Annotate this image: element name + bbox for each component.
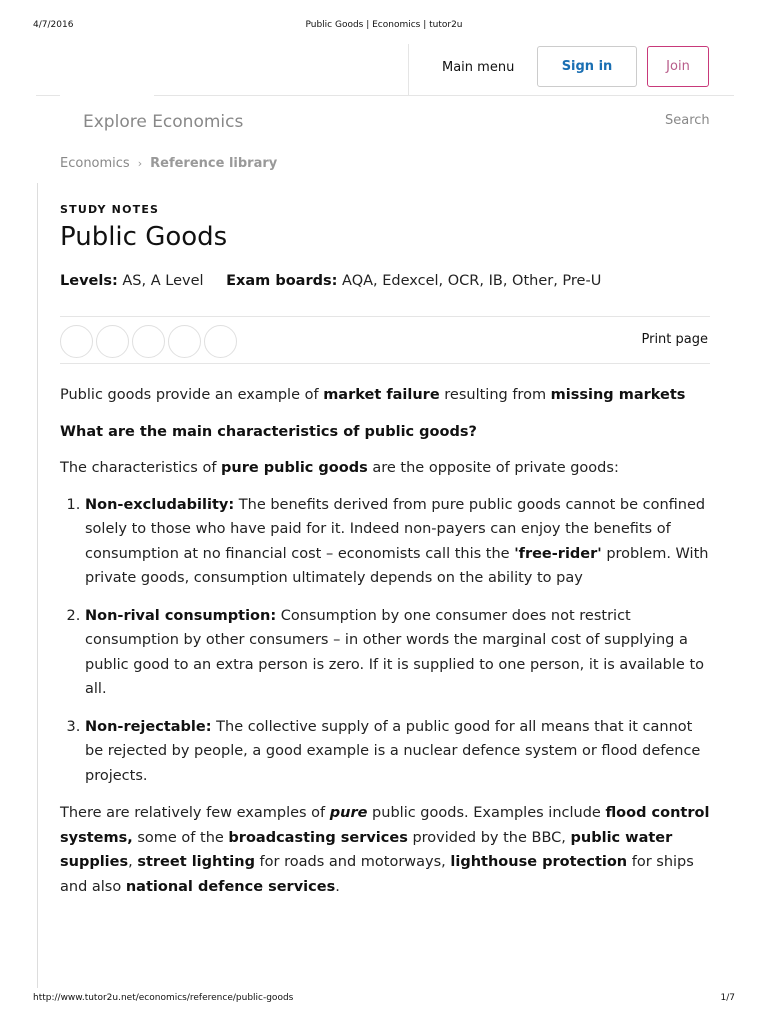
examples-text: There are relatively few examples of [60, 805, 330, 821]
print-url: http://www.tutor2u.net/economics/reference/public-goods [33, 993, 294, 1003]
nav-divider [408, 44, 409, 96]
share-icon-2[interactable] [96, 325, 129, 358]
list-item [85, 493, 710, 591]
market-failure-term: market failure [323, 387, 440, 403]
examples-text: some of the [132, 829, 229, 846]
chars-text: are the opposite of private goods: [367, 460, 619, 476]
levels-value: AS, A Level [122, 273, 204, 289]
study-notes-label: STUDY NOTES [60, 203, 160, 216]
pure-public-goods-term: pure public goods [221, 460, 368, 476]
characteristics-paragraph [60, 456, 710, 481]
pure-term: pure [329, 805, 368, 821]
list-text: The collective supply of a public good for all means that it cannot be rejected by people, a good example is a nuclear defence system or flood defence projects. [85, 718, 701, 784]
example-term: lighthouse protection [450, 854, 628, 870]
print-page-link[interactable]: Print page [641, 332, 708, 347]
list-term: Non-excludability: [85, 496, 235, 513]
print-page-number: 1/7 [720, 993, 735, 1003]
characteristics-list [60, 493, 710, 789]
main-menu-link[interactable]: Main menu [442, 60, 515, 75]
list-item [85, 715, 710, 789]
exam-boards-label: Exam boards: [226, 273, 338, 289]
levels-label: Levels: [60, 273, 118, 289]
examples-text: . [335, 878, 340, 895]
example-term: national defence services [125, 878, 336, 895]
chevron-right-icon: › [137, 157, 143, 170]
list-item [85, 604, 710, 702]
share-icon-4[interactable] [168, 325, 201, 358]
breadcrumb-reference-library[interactable]: Reference library [150, 156, 278, 171]
print-date: 4/7/2016 [33, 20, 74, 30]
examples-text: provided by the BBC, [407, 829, 571, 846]
intro-paragraph [60, 383, 710, 408]
join-button[interactable]: Join [647, 46, 709, 87]
list-text: problem. With private goods, consumption ultimately depends on the ability to pay [85, 545, 709, 586]
example-term: broadcasting services [228, 829, 408, 846]
article-body [60, 383, 710, 911]
search-link[interactable]: Search [665, 113, 710, 128]
print-header [0, 0, 768, 30]
list-term: Non-rejectable: [85, 718, 212, 735]
breadcrumb [60, 156, 277, 171]
free-rider-term: 'free-rider' [514, 545, 602, 562]
share-icon-1[interactable] [60, 325, 93, 358]
examples-text: public goods. Examples include [367, 805, 606, 821]
list-text: The benefits derived from pure public goods cannot be confined solely to those who have paid for it. Indeed non-payers can enjoy the benefits of consumption at no financial cost – economists call this the [85, 496, 706, 562]
page-title: Public Goods [60, 222, 228, 252]
intro-text: resulting from [439, 387, 551, 403]
article-meta [60, 273, 601, 289]
share-icon-3[interactable] [132, 325, 165, 358]
example-term: public water supplies [60, 829, 673, 870]
print-title: Public Goods | Economics | tutor2u [305, 20, 463, 30]
exam-boards-value: AQA, Edexcel, OCR, IB, Other, Pre-U [342, 273, 602, 289]
logo-area [60, 94, 154, 97]
list-term: Non-rival consumption: [85, 607, 277, 624]
explore-economics-link[interactable]: Explore Economics [83, 112, 244, 132]
examples-text: for roads and motorways, [254, 854, 451, 870]
share-bar [60, 316, 710, 364]
examples-text: for ships and also [60, 854, 694, 895]
content-divider [37, 183, 38, 988]
breadcrumb-economics[interactable]: Economics [60, 156, 130, 171]
examples-text: , [128, 854, 138, 870]
missing-markets-term: missing markets [550, 387, 686, 403]
top-navigation [36, 44, 734, 96]
example-term: flood control systems, [60, 805, 710, 846]
chars-text: The characteristics of [60, 460, 222, 476]
example-term: street lighting [137, 854, 255, 870]
list-text: Consumption by one consumer does not restrict consumption by other consumers – in other words the marginal cost of supplying a public good to an extra person is zero. If it is supplied to one person, it is available to all. [85, 607, 705, 697]
sign-in-button[interactable]: Sign in [537, 46, 637, 87]
intro-text: Public goods provide an example of [60, 387, 324, 403]
share-icon-5[interactable] [204, 325, 237, 358]
section-question: What are the main characteristics of public goods? [60, 423, 477, 440]
examples-paragraph [60, 801, 710, 899]
